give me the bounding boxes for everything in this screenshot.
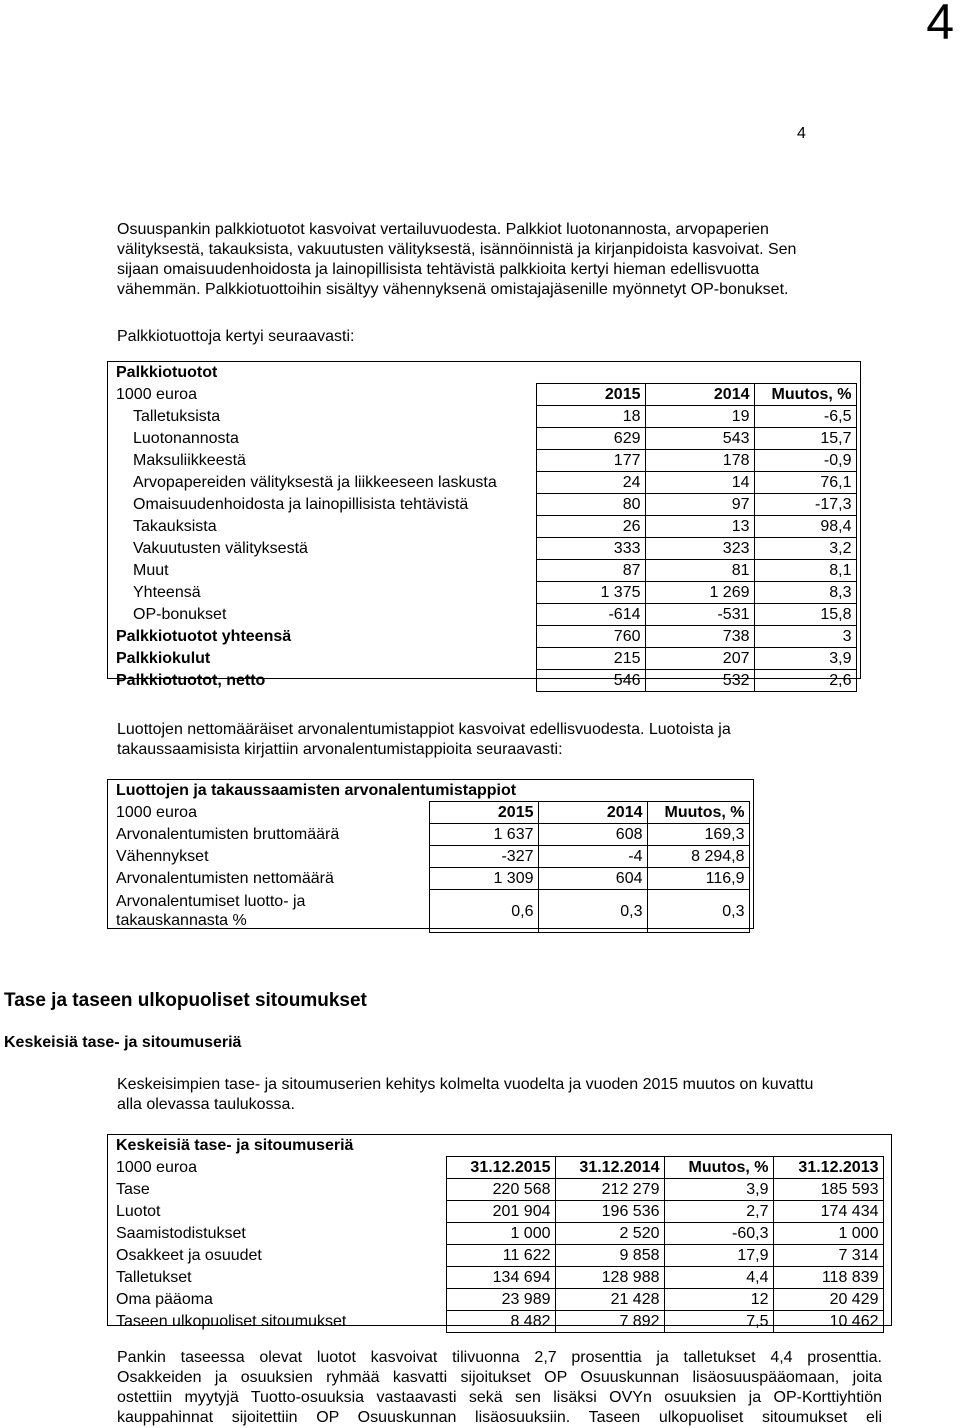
cell-2015: 1 375 <box>536 582 645 604</box>
cell-change: 3 <box>754 626 856 648</box>
cell-2014: 13 <box>645 516 754 538</box>
cell-2014: -531 <box>645 604 754 626</box>
cell-2014: 128 988 <box>555 1267 664 1289</box>
cell-2015: 0,6 <box>429 890 538 933</box>
col-header-2014: 2014 <box>538 802 647 824</box>
cell-2014: 608 <box>538 824 647 846</box>
cell-2015: 8 482 <box>446 1311 555 1333</box>
cell-change: 4,4 <box>664 1267 773 1289</box>
cell-2015: 1 637 <box>429 824 538 846</box>
cell-2014: 543 <box>645 428 754 450</box>
col-header-change: Muutos, % <box>664 1157 773 1179</box>
col-header-2015: 31.12.2015 <box>446 1157 555 1179</box>
cell-change: 0,3 <box>647 890 749 933</box>
cell-2015: 26 <box>536 516 645 538</box>
cell-2015: 11 622 <box>446 1245 555 1267</box>
cell-2013: 7 314 <box>773 1245 883 1267</box>
row-label: Talletuksista <box>133 408 221 425</box>
table-row <box>112 1267 883 1289</box>
cell-2014: 207 <box>645 648 754 670</box>
page-number: 4 <box>797 125 806 142</box>
table-row <box>112 494 856 516</box>
row-label: Osakkeet ja osuudet <box>116 1247 262 1264</box>
cell-change: 17,9 <box>664 1245 773 1267</box>
table-row <box>112 1223 883 1245</box>
row-label: OP-bonukset <box>133 606 227 623</box>
table-row <box>112 428 856 450</box>
cell-2014: -4 <box>538 846 647 868</box>
cell-2013: 20 429 <box>773 1289 883 1311</box>
cell-2014: 81 <box>645 560 754 582</box>
sub-heading: Keskeisiä tase- ja sitoumuseriä <box>4 1034 242 1051</box>
cell-change: 8,3 <box>754 582 856 604</box>
table-row <box>112 626 856 648</box>
closing-line: ostettiin myytyjä Tuotto-osuuksia vastaavasti sekä sen lisäksi OVYn osuuksien ja OP-Korttiyhtiön <box>117 1389 882 1406</box>
col-header-2014: 2014 <box>645 384 754 406</box>
col-header-2014: 31.12.2014 <box>555 1157 664 1179</box>
cell-change: 98,4 <box>754 516 856 538</box>
cell-2015: 333 <box>536 538 645 560</box>
cell-change: 3,9 <box>754 648 856 670</box>
cell-2015: 80 <box>536 494 645 516</box>
col-header-change: Muutos, % <box>647 802 749 824</box>
cell-change: 15,8 <box>754 604 856 626</box>
cell-2015: -614 <box>536 604 645 626</box>
row-label: Arvopapereiden välityksestä ja liikkeeseen laskusta <box>133 474 497 491</box>
table-row <box>112 560 856 582</box>
intro-line: sijaan omaisuudenhoidosta ja lainopillisista tehtävistä palkkioita kertyi hieman edellisvuotta <box>117 261 760 278</box>
row-label: Oma pääoma <box>116 1291 213 1308</box>
cell-2015: 546 <box>536 670 645 692</box>
cell-2014: 604 <box>538 868 647 890</box>
cell-2014: 738 <box>645 626 754 648</box>
row-label: Omaisuudenhoidosta ja lainopillisista tehtävistä <box>133 496 469 513</box>
table-row <box>112 582 856 604</box>
intro-line: Osuuspankin palkkiotuotot kasvoivat vertailuvuodesta. Palkkiot luotonannosta, arvopaperien <box>117 221 769 238</box>
cell-2013: 1 000 <box>773 1223 883 1245</box>
impairment-paragraph <box>117 720 731 760</box>
cell-2015: 134 694 <box>446 1267 555 1289</box>
cell-change: -6,5 <box>754 406 856 428</box>
cell-change: 8 294,8 <box>647 846 749 868</box>
cell-2014: 1 269 <box>645 582 754 604</box>
cell-change: 2,6 <box>754 670 856 692</box>
row-label: Palkkiotuotot yhteensä <box>116 628 292 645</box>
row-label: Talletukset <box>116 1269 192 1286</box>
cell-2014: 323 <box>645 538 754 560</box>
row-label-line: takauskannasta % <box>116 912 247 929</box>
cell-2014: 178 <box>645 450 754 472</box>
cell-2014: 2 520 <box>555 1223 664 1245</box>
cell-change: 15,7 <box>754 428 856 450</box>
fee-lead-text: Palkkiotuottoja kertyi seuraavasti: <box>117 328 355 345</box>
table-row <box>112 472 856 494</box>
cell-2015: 760 <box>536 626 645 648</box>
impairment-line: Luottojen nettomääräiset arvonalentumistappiot kasvoivat edellisvuodesta. Luotoista ja <box>117 721 731 738</box>
cell-2015: 1 000 <box>446 1223 555 1245</box>
cell-2015: 23 989 <box>446 1289 555 1311</box>
impairment-table-title: Luottojen ja takaussaamisten arvonalentumistappiot <box>116 782 517 799</box>
cell-change: -17,3 <box>754 494 856 516</box>
impairment-unit: 1000 euroa <box>116 804 197 821</box>
fee-table <box>112 362 857 692</box>
cell-change: 7,5 <box>664 1311 773 1333</box>
cell-2015: 18 <box>536 406 645 428</box>
balance-line: Keskeisimpien tase- ja sitoumuserien kehitys kolmelta vuodelta ja vuoden 2015 muutos on kuvattu <box>117 1076 814 1093</box>
row-label: Palkkiokulut <box>116 650 211 667</box>
table-row <box>112 1201 883 1223</box>
row-label: Takauksista <box>133 518 217 535</box>
col-header-2013: 31.12.2013 <box>773 1157 883 1179</box>
balance-table-title: Keskeisiä tase- ja sitoumuseriä <box>116 1137 354 1154</box>
table-row <box>112 1289 883 1311</box>
cell-change: -0,9 <box>754 450 856 472</box>
row-label <box>112 890 429 933</box>
table-row <box>112 846 749 868</box>
cell-2014: 532 <box>645 670 754 692</box>
cell-2015: 201 904 <box>446 1201 555 1223</box>
table-row <box>112 648 856 670</box>
row-label: Palkkiotuotot, netto <box>116 672 266 689</box>
cell-2014: 21 428 <box>555 1289 664 1311</box>
table-row <box>112 516 856 538</box>
table-row <box>112 890 749 933</box>
cell-change: -60,3 <box>664 1223 773 1245</box>
cell-2015: 87 <box>536 560 645 582</box>
balance-paragraph <box>117 1075 813 1115</box>
cell-change: 2,7 <box>664 1201 773 1223</box>
section-heading: Tase ja taseen ulkopuoliset sitoumukset <box>4 990 367 1011</box>
cell-2013: 174 434 <box>773 1201 883 1223</box>
fee-table-title: Palkkiotuotot <box>116 364 218 381</box>
row-label: Luotonannosta <box>133 430 239 447</box>
cell-2015: -327 <box>429 846 538 868</box>
cell-2015: 629 <box>536 428 645 450</box>
col-header-2015: 2015 <box>429 802 538 824</box>
cell-change: 3,2 <box>754 538 856 560</box>
row-label: Luotot <box>116 1203 161 1220</box>
table-row <box>112 450 856 472</box>
fee-unit: 1000 euroa <box>116 386 197 403</box>
cell-change: 12 <box>664 1289 773 1311</box>
cell-2013: 118 839 <box>773 1267 883 1289</box>
row-label: Vähennykset <box>116 848 209 865</box>
table-row <box>112 538 856 560</box>
impairment-table <box>112 780 750 933</box>
cell-2014: 196 536 <box>555 1201 664 1223</box>
row-label: Saamistodistukset <box>116 1225 246 1242</box>
closing-line: kauppahinnat sijoitettiin OP Osuuskunnan lisäosuuksiin. Taseen ulkopuoliset sitoumukset eli <box>117 1409 882 1426</box>
row-label: Tase <box>116 1181 150 1198</box>
cell-2014: 0,3 <box>538 890 647 933</box>
row-label: Muut <box>133 562 169 579</box>
table-row <box>112 604 856 626</box>
row-label: Yhteensä <box>133 584 201 601</box>
intro-line: vähemmän. Palkkiotuottoihin sisältyy vähennyksenä omistajajäsenille myönnetyt OP-bonukset. <box>117 281 789 298</box>
cell-change: 169,3 <box>647 824 749 846</box>
impairment-line: takaussaamisista kirjattiin arvonalentumistappioita seuraavasti: <box>117 741 563 758</box>
cell-2015: 1 309 <box>429 868 538 890</box>
cell-2015: 177 <box>536 450 645 472</box>
cell-change: 116,9 <box>647 868 749 890</box>
col-header-2015: 2015 <box>536 384 645 406</box>
page-number-large: 4 <box>926 0 954 50</box>
table-row <box>112 1179 883 1201</box>
cell-2014: 7 892 <box>555 1311 664 1333</box>
cell-2014: 97 <box>645 494 754 516</box>
cell-2015: 220 568 <box>446 1179 555 1201</box>
table-row <box>112 868 749 890</box>
row-label: Maksuliikkeestä <box>133 452 246 469</box>
table-row <box>112 824 749 846</box>
cell-2014: 212 279 <box>555 1179 664 1201</box>
balance-table <box>112 1135 884 1333</box>
cell-2015: 24 <box>536 472 645 494</box>
cell-change: 8,1 <box>754 560 856 582</box>
cell-2014: 14 <box>645 472 754 494</box>
col-header-change: Muutos, % <box>754 384 856 406</box>
table-row <box>112 670 856 692</box>
table-row <box>112 1245 883 1267</box>
row-label: Vakuutusten välityksestä <box>133 540 308 557</box>
cell-2014: 9 858 <box>555 1245 664 1267</box>
cell-change: 3,9 <box>664 1179 773 1201</box>
row-label: Arvonalentumisten bruttomäärä <box>116 826 340 843</box>
closing-line: Osakkeiden ja osuuksien ryhmää kasvatti sijoitukset OP Osuuskunnan lisäosuuspääomaan, joita <box>117 1369 882 1386</box>
intro-line: välityksestä, takauksista, vakuutusten välityksestä, isännöinnistä ja kirjanpidoista kasvoivat. Sen <box>117 241 797 258</box>
cell-2015: 215 <box>536 648 645 670</box>
row-label-line: Arvonalentumiset luotto- ja <box>116 893 306 910</box>
closing-paragraph <box>117 1348 882 1428</box>
intro-paragraph <box>117 220 796 300</box>
row-label: Taseen ulkopuoliset sitoumukset <box>116 1313 347 1330</box>
balance-line: alla olevassa taulukossa. <box>117 1096 295 1113</box>
row-label: Arvonalentumisten nettomäärä <box>116 870 334 887</box>
closing-line: Pankin taseessa olevat luotot kasvoivat tilivuonna 2,7 prosenttia ja talletukset 4,4 prosenttia. <box>117 1349 882 1366</box>
cell-2013: 10 462 <box>773 1311 883 1333</box>
table-row <box>112 1311 883 1333</box>
table-row <box>112 406 856 428</box>
balance-unit: 1000 euroa <box>116 1159 197 1176</box>
cell-change: 76,1 <box>754 472 856 494</box>
cell-2014: 19 <box>645 406 754 428</box>
cell-2013: 185 593 <box>773 1179 883 1201</box>
